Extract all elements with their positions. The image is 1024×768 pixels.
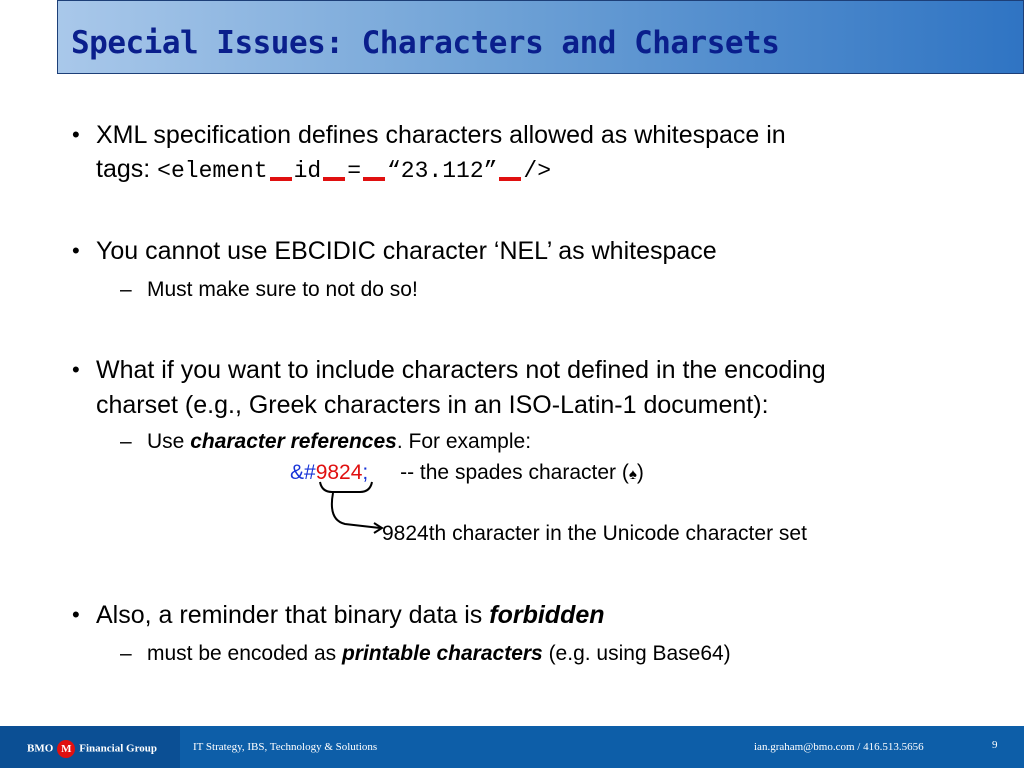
unicode-annotation: 9824th character in the Unicode character set: [382, 522, 807, 545]
bullet-dot: •: [72, 238, 80, 263]
emphasis-text: character references: [190, 430, 397, 453]
footer: [0, 726, 1024, 768]
code-element: <element: [157, 158, 268, 184]
brand-group: Financial Group: [79, 742, 158, 755]
ref-comment: -- the spades character (: [400, 461, 629, 484]
dash: –: [120, 642, 132, 665]
bullet-text: XML specification defines characters allowed as whitespace in: [96, 121, 786, 149]
ref-number: 9824: [315, 461, 363, 484]
whitespace-marker: [323, 177, 345, 181]
whitespace-marker: [363, 177, 385, 181]
brand-name: BMO: [27, 742, 54, 755]
slide-title: Special Issues: Characters and Charsets: [71, 25, 780, 61]
ref-close: ): [636, 461, 644, 484]
ref-suffix: ;: [362, 461, 369, 484]
sub-text: Use: [147, 430, 191, 453]
spade-symbol: ♠: [628, 466, 637, 483]
dash: –: [120, 278, 132, 301]
annotation-arrow: [300, 480, 390, 540]
title-bar: [57, 0, 1024, 74]
bullet-text: What if you want to include characters not defined in the encoding: [96, 356, 826, 384]
tags-label: tags:: [96, 155, 158, 183]
sub-text: must be encoded as: [147, 642, 342, 665]
sub-text: . For example:: [396, 430, 532, 453]
bullet-text: Also, a reminder that binary data is: [96, 601, 490, 629]
whitespace-marker: [270, 177, 292, 181]
page-number: 9: [992, 739, 998, 751]
sub-bullet-text: Must make sure to not do so!: [147, 278, 418, 301]
bullet-text: You cannot use EBCIDIC character ‘NEL’ as whitespace: [96, 237, 717, 265]
code-value: “23.112”: [387, 158, 498, 184]
emphasis-text: printable characters: [341, 642, 543, 665]
bullet-text: charset (e.g., Greek characters in an ISO-Latin-1 document):: [96, 391, 769, 419]
emphasis-text: forbidden: [489, 601, 605, 629]
arrow-line: [332, 493, 380, 528]
whitespace-marker: [499, 177, 521, 181]
code-equals: =: [347, 158, 361, 184]
code-id: id: [293, 158, 322, 184]
dash: –: [120, 430, 132, 453]
bullet-dot: •: [72, 357, 80, 382]
code-close: />: [523, 158, 552, 184]
footer-department: IT Strategy, IBS, Technology & Solutions: [193, 741, 378, 753]
ref-prefix: &#: [290, 461, 316, 484]
bullet-code-line: [96, 152, 551, 188]
sub-text: (e.g. using Base64): [542, 642, 731, 665]
bullet-dot: •: [72, 122, 80, 147]
number-brace: [320, 482, 372, 492]
footer-contact: ian.graham@bmo.com / 416.513.5656: [754, 741, 924, 753]
brand-logo: [27, 740, 157, 758]
bmo-roundel-icon: M: [57, 740, 75, 758]
bullet-dot: •: [72, 602, 80, 627]
